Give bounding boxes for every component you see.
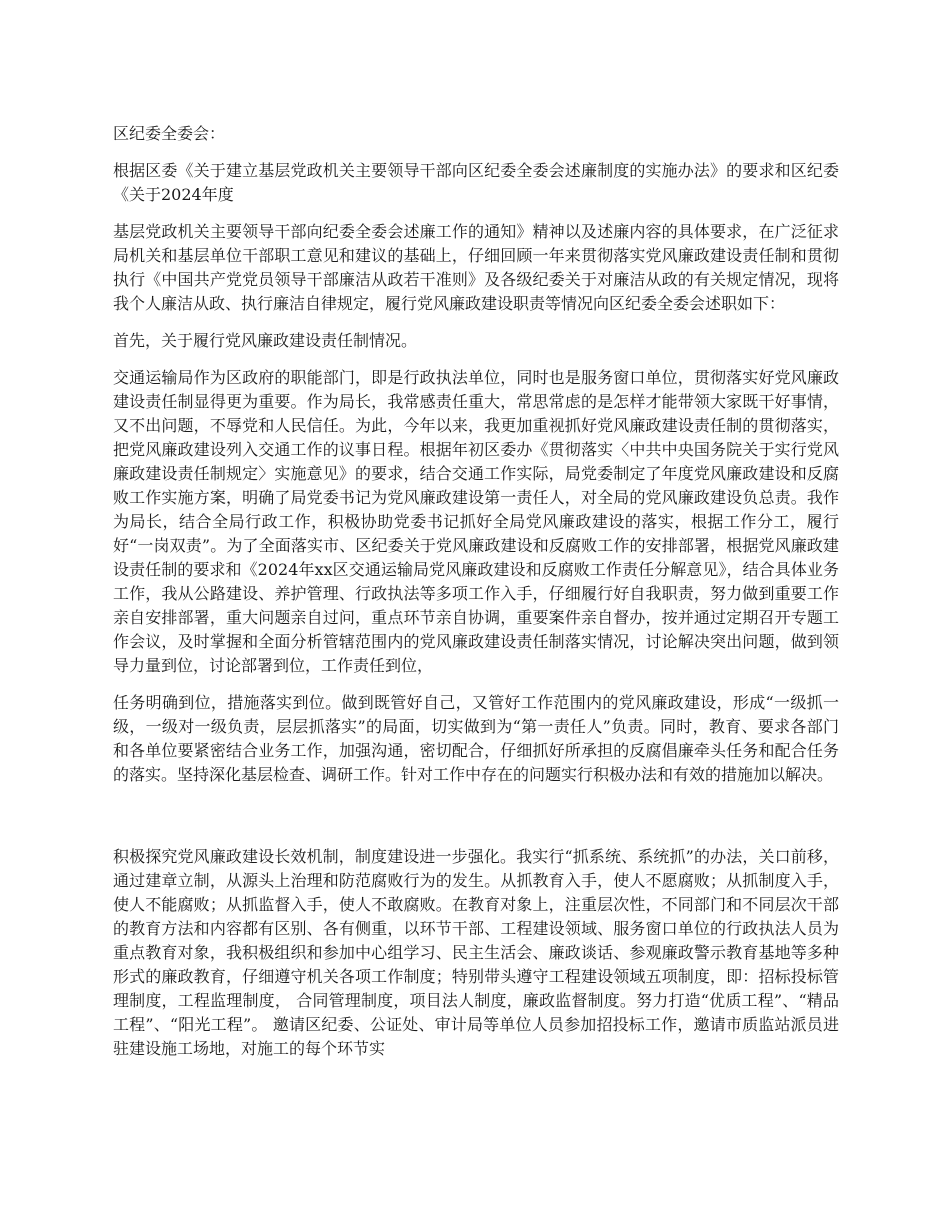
salutation: 区纪委全委会：	[113, 124, 226, 143]
paragraph-tasks: 任务明确到位，措施落实到位。做到既管好自己，又管好工作范围内的党风廉政建设，形成“一级抓一级，一级对一级负责，层层抓落实”的局面，切实做到为“第一责任人”负责。同时，教育、要求各部门和各单位要紧密结合业务工作，加强沟通，密切配合，仔细抓好所承担的反腐倡廉牵头任务和配合任务的落实。坚持深化基层检查、调研工作。针对工作中存在的问题实行积极办法和有效的措施加以解决。	[113, 693, 839, 784]
paragraph-mechanism: 积极探究党风廉政建设长效机制，制度建设进一步强化。我实行“抓系统、系统抓”的办法，关口前移，通过建章立制，从源头上治理和防范腐败行为的发生。从抓教育入手，使人不愿腐败；从抓制度入手，使人不能腐败；从抓监督入手，使人不敢腐败。在教育对象上，注重层次性，不同部门和不同层次干部的教育方法和内容都有区别、各有侧重，以环节干部、工程建设领域、服务窗口单位的行政执法人员为重点教育对象，我积极组织和参加中心组学习、民主生活会、廉政谈话、参观廉政警示教育基地等多种形式的廉政教育，仔细遵守机关各项工作制度；特别带头遵守工程建设领域五项制度，即：招标投标管理制度，工程监理制度， 合同管理制度，项目法人制度，廉政监督制度。努力打造“优质工程”、“精品工程”、“阳光工程”。 邀请区纪委、公证处、审计局等单位人员参加招投标工作，邀请市质监站派员进驻建设施工场地，对施工的每个环节实	[113, 847, 839, 1058]
section-heading: 首先，关于履行党风廉政建设责任制情况。	[113, 331, 418, 350]
document-body	[113, 122, 839, 1074]
paragraph-intro-continued: 基层党政机关主要领导干部向纪委全委会述廉工作的通知》精神以及述廉内容的具体要求，在广泛征求局机关和基层单位干部职工意见和建议的基础上，仔细回顾一年来贯彻落实党风廉政建设责任制和贯彻执行《中国共产党党员领导干部廉洁从政若干准则》及各级纪委关于对廉洁从政的有关规定情况，现将我个人廉洁从政、执行廉洁自律规定，履行党风廉政建设职责等情况向区纪委全委会述职如下：	[113, 222, 839, 313]
paragraph-intro: 根据区委《关于建立基层党政机关主要领导干部向区纪委全委会述廉制度的实施办法》的要求和区纪委《关于2024年度	[113, 161, 839, 204]
paragraph-responsibility: 交通运输局作为区政府的职能部门，即是行政执法单位，同时也是服务窗口单位，贯彻落实好党风廉政建设责任制显得更为重要。作为局长，我常感责任重大，常思常虑的是怎样才能带领大家既干好事情，又不出问题，不辱党和人民信任。为此，今年以来，我更加重视抓好党风廉政建设责任制的贯彻落实，把党风廉政建设列入交通工作的议事日程。根据年初区委办《贯彻落实〈中共中央国务院关于实行党风廉政建设责任制规定〉实施意见》的要求，结合交通工作实际，局党委制定了年度党风廉政建设和反腐败工作实施方案，明确了局党委书记为党风廉政建设第一责任人，对全局的党风廉政建设负总责。我作为局长，结合全局行政工作，积极协助党委书记抓好全局党风廉政建设的落实，根据工作分工，履行好“一岗双责”。为了全面落实市、区纪委关于党风廉政建设和反腐败工作的安排部署，根据党风廉政建设责任制的要求和《2024年xx区交通运输局党风廉政建设和反腐败工作责任分解意见》，结合具体业务工作，我从公路建设、养护管理、行政执法等多项工作入手，仔细履行好自我职责，努力做到重要工作亲自安排部署，重大问题亲自过问，重点环节亲自协调，重要案件亲自督办，按并通过定期召开专题工作会议，及时掌握和全面分析管辖范围内的党风廉政建设责任制落实情况，讨论解决突出问题，做到领导力量到位，讨论部署到位，工作责任到位，	[113, 368, 839, 675]
